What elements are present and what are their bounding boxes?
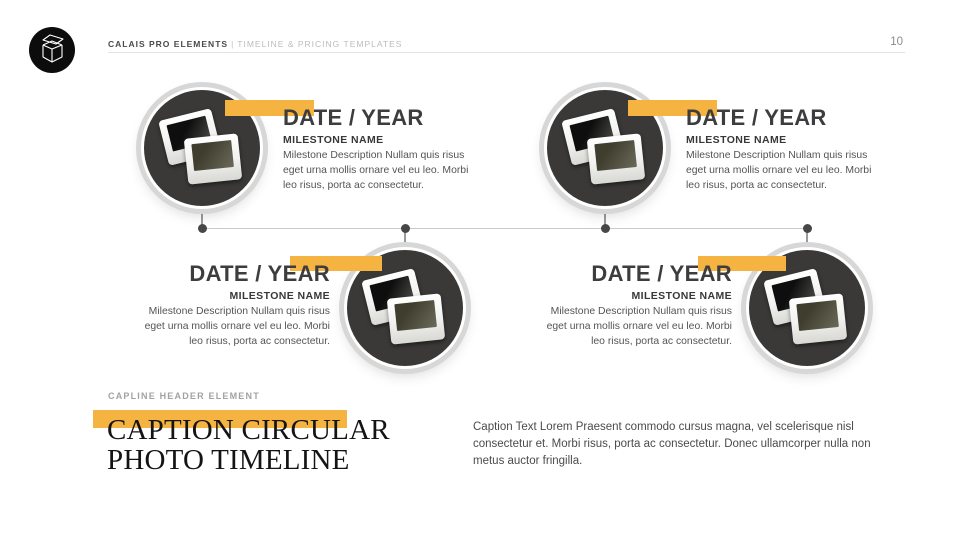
- timeline-connector: [806, 232, 808, 245]
- caption-line: Caption Text Lorem Praesent commodo cursus magna, vel scelerisque nisl: [473, 421, 854, 433]
- photo-slide-front: [387, 293, 446, 344]
- photo-slide-image: [191, 140, 234, 171]
- caption-line: metus auctor fringilla.: [473, 455, 583, 467]
- photo-slide-front: [789, 293, 848, 344]
- description-line: Milestone Description Nullam quis risus: [686, 150, 868, 162]
- milestone-name: MILESTONE NAME: [686, 134, 787, 147]
- description-line: Milestone Description Nullam quis risus: [283, 150, 465, 162]
- milestone-name: MILESTONE NAME: [631, 290, 732, 303]
- milestone-description: [124, 305, 330, 349]
- photo-slide-image: [394, 300, 437, 331]
- photo-slides-icon: [767, 271, 847, 345]
- slide-title: [107, 415, 390, 475]
- milestone-date: DATE / YEAR: [591, 261, 732, 286]
- description-line: leo risus, porta ac consectetur.: [686, 179, 827, 191]
- milestone-date: DATE / YEAR: [686, 105, 827, 130]
- brand-logo: [29, 27, 75, 73]
- milestone-3-text: [686, 105, 892, 194]
- header-brand-text: CALAIS PRO ELEMENTS: [108, 39, 229, 49]
- milestone-name: MILESTONE NAME: [229, 290, 330, 303]
- caption-paragraph: [473, 419, 871, 470]
- timeline-connector: [404, 232, 406, 245]
- milestone-date: DATE / YEAR: [189, 261, 330, 286]
- timeline-node-dot: [401, 224, 410, 233]
- timeline-node-dot: [803, 224, 812, 233]
- timeline-node-dot: [601, 224, 610, 233]
- timeline-node-dot: [198, 224, 207, 233]
- header-separator: |: [231, 39, 235, 49]
- milestone-name: MILESTONE NAME: [283, 134, 384, 147]
- milestone-date: DATE / YEAR: [283, 105, 424, 130]
- caption-line: consectetur et. Morbi risus, porta ac consectetur. Donec ullamcorper nulla non: [473, 438, 871, 450]
- photo-slide-image: [594, 140, 637, 171]
- description-line: leo risus, porta ac consectetur.: [283, 179, 424, 191]
- description-line: eget urna mollis ornare vel eu leo. Morbi: [686, 165, 872, 177]
- milestone-description: [686, 149, 892, 193]
- slide-title-line1: CAPTION CIRCULAR: [107, 414, 390, 446]
- milestone-2-text: [124, 261, 330, 350]
- milestone-4-text: [526, 261, 732, 350]
- description-line: leo risus, porta ac consectetur.: [591, 335, 732, 347]
- timeline-line: [202, 228, 807, 229]
- capline-header-label: CAPLINE HEADER ELEMENT: [108, 391, 260, 401]
- milestone-description: [526, 305, 732, 349]
- page-number: 10: [890, 36, 903, 48]
- photo-slide-front: [184, 133, 243, 184]
- photo-slide-front: [587, 133, 646, 184]
- milestone-description: [283, 149, 489, 193]
- photo-slides-icon: [162, 111, 242, 185]
- description-line: eget urna mollis ornare vel eu leo. Morbi: [144, 321, 330, 333]
- description-line: Milestone Description Nullam quis risus: [550, 306, 732, 318]
- photo-slides-icon: [565, 111, 645, 185]
- photo-slide-image: [796, 300, 839, 331]
- description-line: leo risus, porta ac consectetur.: [189, 335, 330, 347]
- description-line: eget urna mollis ornare vel eu leo. Morbi: [546, 321, 732, 333]
- slide-title-line2: PHOTO TIMELINE: [107, 444, 350, 476]
- description-line: Milestone Description Nullam quis risus: [148, 306, 330, 318]
- description-line: eget urna mollis ornare vel eu leo. Morbi: [283, 165, 469, 177]
- milestone-1-text: [283, 105, 489, 194]
- photo-slides-icon: [365, 271, 445, 345]
- header-divider: [108, 52, 905, 53]
- header-subtitle-text: TIMELINE & PRICING TEMPLATES: [237, 39, 403, 49]
- header-breadcrumb: [108, 39, 402, 49]
- cube-wireframe-logo-icon: [29, 27, 75, 73]
